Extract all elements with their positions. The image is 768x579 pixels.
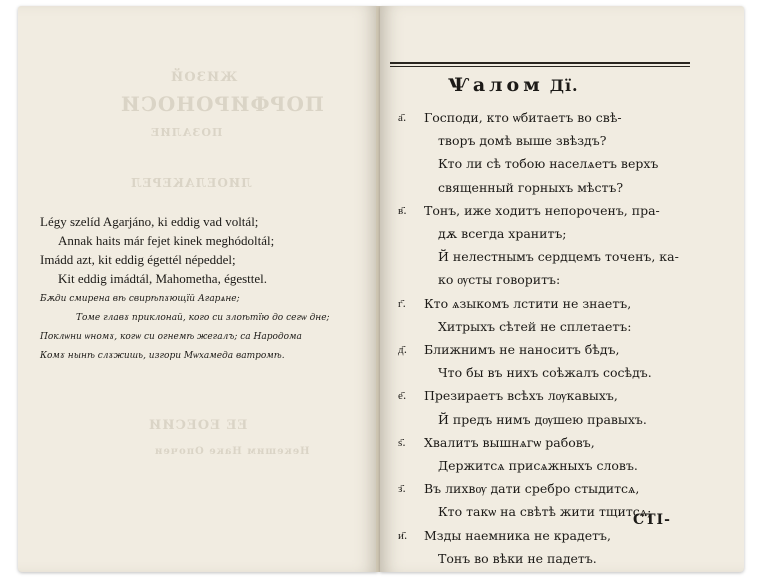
header-rule [390,62,690,64]
verse-line: Держитсѧ присѧжныхъ словъ. [438,458,638,474]
header-rule-thin [390,66,690,67]
verse-line: Тонъ, иже ходитъ непороченъ, пра- [424,202,660,218]
verse-line: Ближнимъ не наноситъ бѣдъ, [424,342,620,358]
verse-number: ѕ҃. [398,435,406,449]
verse [398,292,698,338]
verse-line: Кто ѧзыкомъ лстити не знаетъ, [424,295,632,311]
verse-number: и҃. [398,528,408,542]
psalm-title-text: Ѱалом [448,74,544,96]
verse-line: священный горныхъ мѣстъ? [438,179,624,195]
verse [398,431,698,477]
verse-line: Кто такѡ на свѣтѣ жити тщитсѧ; [438,504,652,520]
verse-number: а҃. [398,111,407,124]
bleed-through-line: Некешим Наке Опочеи [154,446,310,457]
hungarian-verse [40,212,350,288]
verse [398,338,698,384]
verse-line: Кто ли сѣ тобою населѧетъ верхъ [438,156,659,172]
hungarian-line: Imádd azt, kit eddig égettél népeddel; [40,252,236,267]
verse-number: д҃. [398,343,408,357]
verse-line: Презираетъ всѣхъ лѹкавыхъ, [424,388,618,404]
serbian-verse [40,290,356,366]
verse-number: е҃. [398,389,407,403]
serbian-line: Томе главɤ приклонай, кого си злоѣтїю до сегѡ дне; [76,313,330,323]
hungarian-line: Kit eddig imádtál, Mahometha, égesttel. [58,271,268,286]
psalm-verses [398,106,698,570]
verse [398,199,698,292]
bleed-through-line: ПОРФИРОНОСИ [120,92,324,116]
hungarian-line: Annak haits már fejet kinek meghódoltál; [58,233,275,248]
hungarian-line: Légy szelíd Agarjáno, ki eddig vad voltál; [40,214,259,229]
verse-line: Хитрыхъ сѣтей не сплетаетъ: [438,318,632,334]
bleed-through-line: ПОЗАЛИЕ [150,126,223,139]
verse-line: творъ домѣ выше звѣздъ? [438,133,607,149]
verse [398,524,698,570]
verse-line: Въ лихвѹ дати сребро стыдитсѧ, [424,481,640,497]
verse-line: Й предъ нимъ дѹшею правыхъ. [438,411,647,427]
verse-line: Мзды наемника не крадетъ, [424,527,611,543]
catchword: СТІ- [633,512,671,528]
serbian-line: Поклѡни ѡномɤ, когѡ си огнемѣ жегалъ; са Народома [40,332,302,342]
psalm-title [448,74,579,96]
serbian-line: Комɤ нынѣ слɤжишь, изгори Мѡхамеда ватромѣ. [40,351,285,361]
verse-number: в҃. [398,203,407,217]
verse-line: Что бы въ нихъ соѣжалъ сосѣдъ. [438,365,652,381]
psalm-number: Дї. [549,76,579,95]
verse-line: Й нелестнымъ сердцемъ точенъ, ка- [438,249,679,265]
bleed-through-line: ЕЕ ЕОЕСИИ [148,418,248,433]
serbian-line: Бѫди смирена вѣ свирѣпɤющїй Агарѧне; [40,294,240,304]
verse-number: з҃. [398,482,406,496]
bleed-through-line: ЛИОЕЛАКЕРЕЛ [130,176,252,190]
verse [398,106,698,199]
verse-line: дѫ всегда хранитъ; [438,226,567,242]
verse-line: Тонъ во вѣки не падетъ. [438,550,597,566]
verse [398,384,698,430]
verse-line: Хвалитъ вышнѧгѡ рабовъ, [424,434,595,450]
left-page [18,6,378,572]
verse-line: Господи, кто ѡбитаетъ во свѣ- [424,110,622,125]
bleed-through-line: ЖИЗОЙ [170,70,238,85]
verse-number: г҃. [398,296,407,310]
verse-line: ко ѹсты говоритъ: [438,272,561,288]
